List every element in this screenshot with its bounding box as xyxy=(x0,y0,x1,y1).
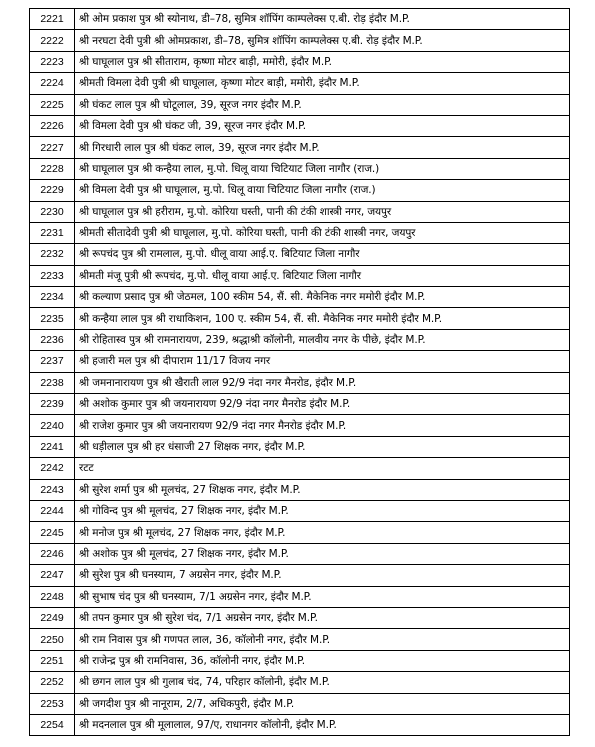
table-row xyxy=(30,265,570,286)
record-text-cell: श्री अशोक पुत्र श्री मूलचंद, 27 शिक्षक नगर, इंदौर M.P. xyxy=(75,543,570,564)
table-row xyxy=(30,30,570,51)
table-row xyxy=(30,714,570,735)
table-row xyxy=(30,522,570,543)
serial-number-cell: 2243 xyxy=(30,479,75,500)
table-row xyxy=(30,629,570,650)
record-text-cell: श्री अशोक कुमार पुत्र श्री जयनारायण 92/9 नंदा नगर मैनरोड इंदौर M.P. xyxy=(75,394,570,415)
serial-number-cell: 2225 xyxy=(30,94,75,115)
record-text-cell: श्री मदनलाल पुत्र श्री मूलालाल, 97/ए, राधानगर कॉलोनी, इंदौर M.P. xyxy=(75,714,570,735)
record-text-cell: श्री कल्याण प्रसाद पुत्र श्री जेठमल, 100 स्कीम 54, सैं. सी. मैकेनिक नगर ममोरी इंदौर M.P. xyxy=(75,287,570,308)
table-row xyxy=(30,73,570,94)
serial-number-cell: 2253 xyxy=(30,693,75,714)
record-text-cell: श्री गोविन्द पुत्र श्री मूलचंद, 27 शिक्षक नगर, इंदौर M.P. xyxy=(75,500,570,521)
record-text-cell: श्री राम निवास पुत्र श्री गणपत लाल, 36, कॉलोनी नगर, इंदौर M.P. xyxy=(75,629,570,650)
record-text-cell: श्री विमला देवी पुत्र श्री घंकट जी, 39, सूरज नगर इंदौर M.P. xyxy=(75,115,570,136)
table-row xyxy=(30,201,570,222)
serial-number-cell: 2223 xyxy=(30,51,75,72)
record-text-cell: श्री मनोज पुत्र श्री मूलचंद, 27 शिक्षक नगर, इंदौर M.P. xyxy=(75,522,570,543)
serial-number-cell: 2248 xyxy=(30,586,75,607)
record-text-cell: श्री हजारी मल पुत्र श्री दीपाराम 11/17 विजय नगर xyxy=(75,351,570,372)
table-row xyxy=(30,158,570,179)
serial-number-cell: 2236 xyxy=(30,329,75,350)
records-table xyxy=(29,8,570,736)
record-text-cell: श्री राजेश कुमार पुत्र श्री जयनारायण 92/9 नंदा नगर मैनरोड इंदौर M.P. xyxy=(75,415,570,436)
table-row xyxy=(30,51,570,72)
table-row xyxy=(30,308,570,329)
table-row xyxy=(30,94,570,115)
record-text-cell: श्रीमती सीतादेवी पुत्री श्री घाघूलाल, मु.पो. कोरिया घस्ती, पानी की टंकी शास्त्री नगर, जयपुर xyxy=(75,222,570,243)
table-row xyxy=(30,222,570,243)
serial-number-cell: 2249 xyxy=(30,607,75,628)
serial-number-cell: 2246 xyxy=(30,543,75,564)
record-text-cell: श्री तपन कुमार पुत्र श्री सुरेश चंद, 7/1 अग्रसेन नगर, इंदौर M.P. xyxy=(75,607,570,628)
table-row xyxy=(30,543,570,564)
table-row xyxy=(30,436,570,457)
serial-number-cell: 2240 xyxy=(30,415,75,436)
table-row xyxy=(30,458,570,479)
record-text-cell: श्री ओम प्रकाश पुत्र श्री स्योनाथ, डी–78, सुमित्र शॉपिंग काम्पलेक्स ए.बी. रोड़ इंदौर M.P. xyxy=(75,9,570,30)
serial-number-cell: 2252 xyxy=(30,672,75,693)
record-text-cell: श्री सुरेश पुत्र श्री घनस्याम, 7 अग्रसेन नगर, इंदौर M.P. xyxy=(75,565,570,586)
serial-number-cell: 2235 xyxy=(30,308,75,329)
table-row xyxy=(30,372,570,393)
record-text-cell: श्री नरघटा देवी पुत्री श्री ओमप्रकाश, डी–78, सुमित्र शॉपिंग काम्पलेक्स ए.बी. रोड़ इंदौर M.P. xyxy=(75,30,570,51)
record-text-cell: श्रीमती मंजू पुत्री श्री रूपचंद, मु.पो. धीलू वाया आई.ए. बिटियाट जिला नागौर xyxy=(75,265,570,286)
table-row xyxy=(30,693,570,714)
table-row xyxy=(30,180,570,201)
serial-number-cell: 2239 xyxy=(30,394,75,415)
record-text-cell: श्री जमनानारायण पुत्र श्री खैराती लाल 92/9 नंदा नगर मैनरोड, इंदौर M.P. xyxy=(75,372,570,393)
serial-number-cell: 2222 xyxy=(30,30,75,51)
record-text-cell: श्री कन्हैया लाल पुत्र श्री राधाकिशन, 100 ए. स्कीम 54, सैं. सी. मैकेनिक नगर ममोरी इंदौर M.P. xyxy=(75,308,570,329)
table-row xyxy=(30,415,570,436)
records-body xyxy=(30,9,570,736)
serial-number-cell: 2250 xyxy=(30,629,75,650)
serial-number-cell: 2251 xyxy=(30,650,75,671)
serial-number-cell: 2254 xyxy=(30,714,75,735)
record-text-cell: श्री रोहितास्व पुत्र श्री रामनारायण, 239, श्रद्धाश्री कॉलोनी, मालवीय नगर के पीछे, इंदौर M.P. xyxy=(75,329,570,350)
serial-number-cell: 2221 xyxy=(30,9,75,30)
serial-number-cell: 2230 xyxy=(30,201,75,222)
serial-number-cell: 2238 xyxy=(30,372,75,393)
table-row xyxy=(30,479,570,500)
table-row xyxy=(30,565,570,586)
table-row xyxy=(30,244,570,265)
record-text-cell: श्री रूपचंद पुत्र श्री रामलाल, मु.पो. धीलू वाया आई.ए. बिटियाट जिला नागौर xyxy=(75,244,570,265)
record-text-cell: श्री गिरधारी लाल पुत्र श्री घंकट लाल, 39, सूरज नगर इंदौर M.P. xyxy=(75,137,570,158)
serial-number-cell: 2237 xyxy=(30,351,75,372)
serial-number-cell: 2232 xyxy=(30,244,75,265)
serial-number-cell: 2233 xyxy=(30,265,75,286)
serial-number-cell: 2224 xyxy=(30,73,75,94)
table-row xyxy=(30,672,570,693)
record-text-cell: श्री घाघूलाल पुत्र श्री कन्हैया लाल, मु.पो. धिलू वाया चिटियाट जिला नागौर (राज.) xyxy=(75,158,570,179)
record-text-cell: श्री सुभाष चंद पुत्र श्री घनस्याम, 7/1 अग्रसेन नगर, इंदौर M.P. xyxy=(75,586,570,607)
table-row xyxy=(30,586,570,607)
serial-number-cell: 2231 xyxy=(30,222,75,243)
table-row xyxy=(30,329,570,350)
record-text-cell: श्री राजेन्द्र पुत्र श्री रामनिवास, 36, कॉलोनी नगर, इंदौर M.P. xyxy=(75,650,570,671)
record-text-cell: श्री छगन लाल पुत्र श्री गुलाब चंद, 74, परिहार कॉलोनी, इंदौर M.P. xyxy=(75,672,570,693)
serial-number-cell: 2242 xyxy=(30,458,75,479)
serial-number-cell: 2245 xyxy=(30,522,75,543)
serial-number-cell: 2229 xyxy=(30,180,75,201)
table-row xyxy=(30,394,570,415)
record-text-cell: श्री विमला देवी पुत्र श्री घाघूलाल, मु.पो. धिलू वाया चिटियाट जिला नागौर (राज.) xyxy=(75,180,570,201)
table-row xyxy=(30,650,570,671)
serial-number-cell: 2247 xyxy=(30,565,75,586)
record-text-cell: श्री घंकट लाल पुत्र श्री घोटूलाल, 39, सूरज नगर इंदौर M.P. xyxy=(75,94,570,115)
record-text-cell: श्री सुरेश शर्मा पुत्र श्री मूलचंद, 27 शिक्षक नगर, इंदौर M.P. xyxy=(75,479,570,500)
table-row xyxy=(30,287,570,308)
record-sheet xyxy=(29,8,570,736)
table-row xyxy=(30,137,570,158)
serial-number-cell: 2226 xyxy=(30,115,75,136)
table-row xyxy=(30,9,570,30)
table-row xyxy=(30,607,570,628)
record-text-cell: श्री घाघूलाल पुत्र श्री सीताराम, कृष्णा मोटर बाड़ी, ममोरी, इंदौर M.P. xyxy=(75,51,570,72)
table-row xyxy=(30,351,570,372)
serial-number-cell: 2227 xyxy=(30,137,75,158)
record-text-cell: रटट xyxy=(75,458,570,479)
serial-number-cell: 2244 xyxy=(30,500,75,521)
serial-number-cell: 2241 xyxy=(30,436,75,457)
record-text-cell: श्रीमती विमला देवी पुत्री श्री घाघूलाल, कृष्णा मोटर बाड़ी, ममोरी, इंदौर M.P. xyxy=(75,73,570,94)
serial-number-cell: 2228 xyxy=(30,158,75,179)
record-text-cell: श्री जगदीश पुत्र श्री नानूराम, 2/7, अधिकपुरी, इंदौर M.P. xyxy=(75,693,570,714)
record-text-cell: श्री घाघूलाल पुत्र श्री हरीराम, मु.पो. कोरिया घस्ती, पानी की टंकी शास्त्री नगर, जयपुर xyxy=(75,201,570,222)
table-row xyxy=(30,115,570,136)
serial-number-cell: 2234 xyxy=(30,287,75,308)
record-text-cell: श्री धड़ीलाल पुत्र श्री हर धंसाजी 27 शिक्षक नगर, इंदौर M.P. xyxy=(75,436,570,457)
table-row xyxy=(30,500,570,521)
